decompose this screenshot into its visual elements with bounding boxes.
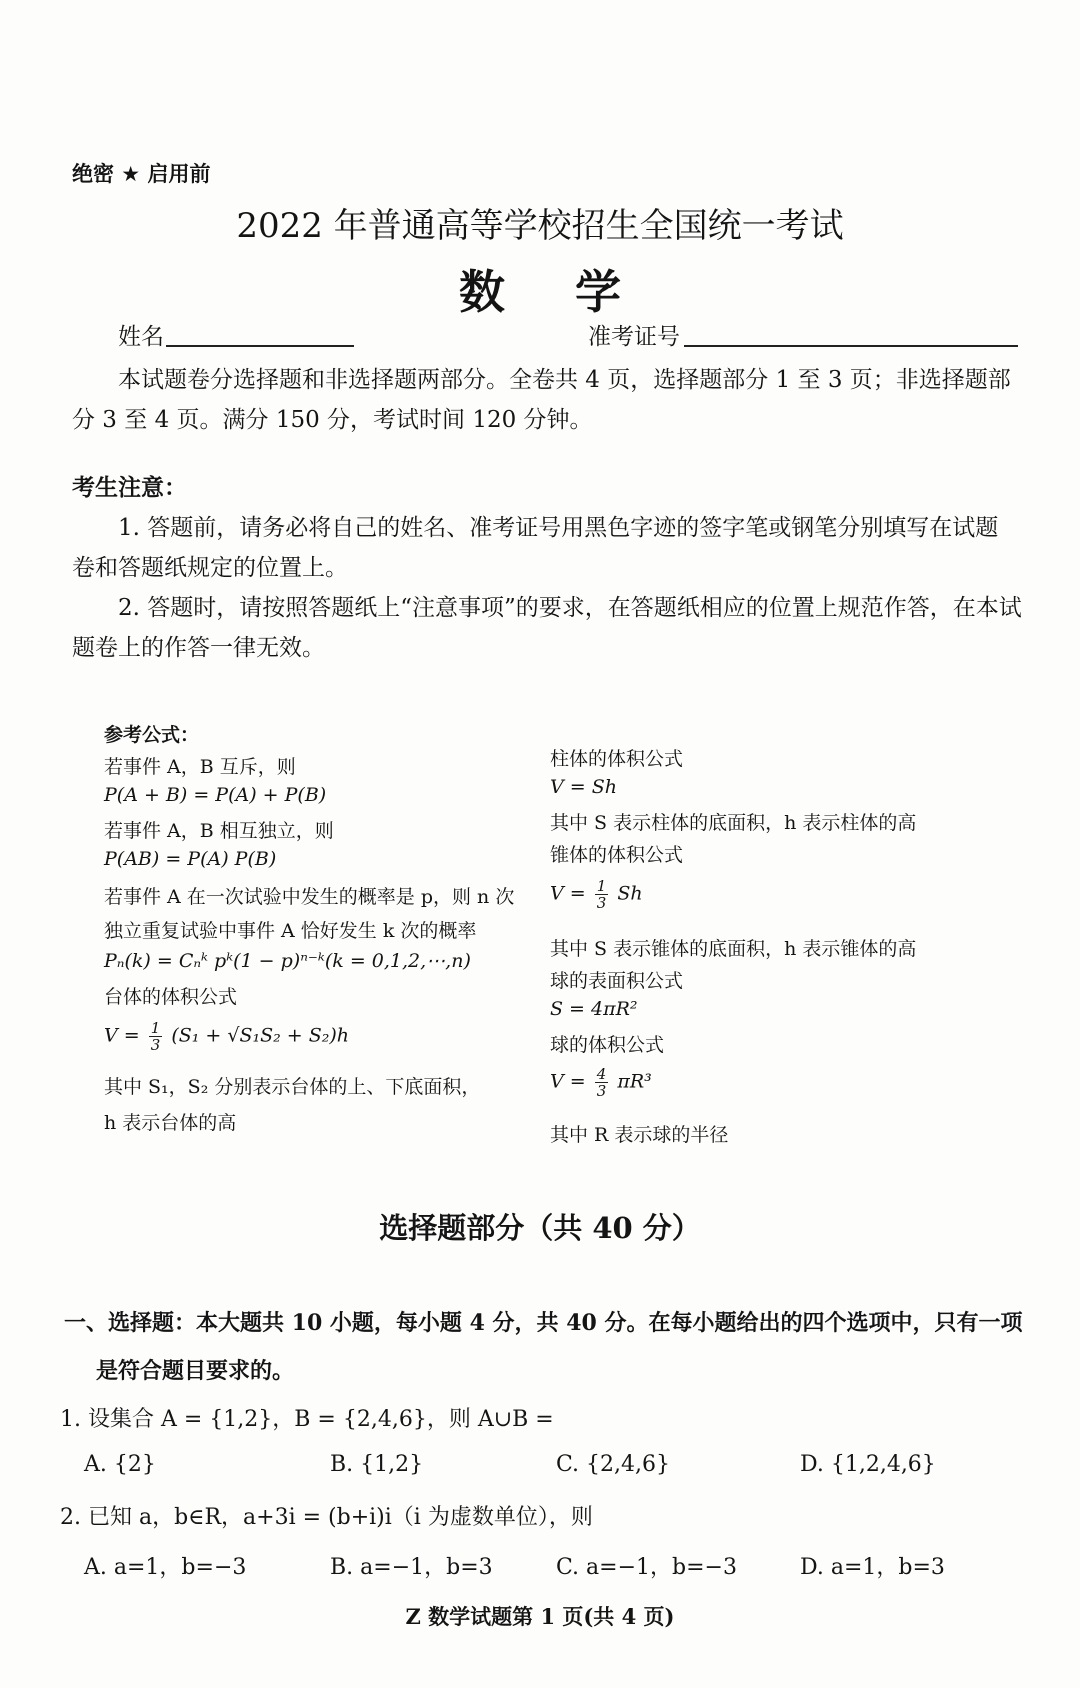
sphere-formula-prefix: V =: [550, 1070, 586, 1093]
cone-formula-rest: Sh: [617, 882, 643, 905]
formula-left-5: 若事件 A 在一次试验中发生的概率是 p，则 n 次: [104, 886, 515, 908]
question-2-stem: 2. 已知 a，b∈R，a+3i = (b+i)i（i 为虚数单位），则: [60, 1505, 593, 1530]
formula-left-10: 其中 S₁，S₂ 分别表示台体的上、下底面积，: [104, 1076, 481, 1098]
fraction-numerator: 1: [150, 1019, 161, 1037]
question-1-option-d[interactable]: D. {1,2,4,6}: [800, 1452, 936, 1477]
formula-left-6: 独立重复试验中事件 A 恰好发生 k 次的概率: [104, 920, 477, 942]
exam-id-input-line[interactable]: [684, 345, 1018, 347]
frustum-formula-prefix: V =: [104, 1024, 140, 1047]
notice-item-2-line-1: 2. 答题时，请按照答题纸上“注意事项”的要求，在答题纸相应的位置上规范作答，在本试: [118, 595, 1022, 621]
formula-right-1: 柱体的体积公式: [550, 748, 684, 770]
formulas-title: 参考公式：: [104, 724, 200, 746]
question-1-option-b[interactable]: B. {1,2}: [330, 1452, 424, 1477]
exam-title: 2022 年普通高等学校招生全国统一考试: [236, 206, 844, 246]
intro-line-1: 本试题卷分选择题和非选择题两部分。全卷共 4 页，选择题部分 1 至 3 页；非选择题部: [118, 367, 1011, 393]
formula-left-3: 若事件 A，B 相互独立，则: [104, 820, 334, 842]
section-intro-line-1: 一、选择题：本大题共 10 小题，每小题 4 分，共 40 分。在每小题给出的四个选项中，只有一项: [64, 1310, 1023, 1336]
formula-right-2: V = Sh: [550, 776, 617, 798]
question-2-option-d[interactable]: D. a=1，b=3: [800, 1555, 945, 1580]
frustum-formula-rest: (S₁ + √S₁S₂ + S₂)h: [171, 1024, 350, 1047]
formula-right-9: 球的体积公式: [550, 1034, 665, 1056]
sphere-volume-formula: [550, 1066, 652, 1099]
question-2-option-b[interactable]: B. a=−1，b=3: [330, 1555, 493, 1580]
formula-left-2: P(A + B) = P(A) + P(B): [104, 784, 327, 806]
formula-right-4: 锥体的体积公式: [550, 844, 684, 866]
formula-left-1: 若事件 A，B 互斥，则: [104, 756, 296, 778]
fraction-denominator: 3: [596, 894, 607, 912]
fraction-numerator: 1: [596, 877, 607, 895]
page-footer: Z 数学试题第 1 页(共 4 页): [405, 1604, 675, 1629]
exam-id-label: 准考证号: [588, 324, 680, 350]
formula-left-4: P(AB) = P(A) P(B): [104, 848, 277, 870]
formula-left-11: h 表示台体的高: [104, 1112, 237, 1134]
formula-right-8: S = 4πR²: [550, 998, 638, 1020]
confidential-label: 绝密 ★ 启用前: [72, 162, 211, 186]
fraction-four-thirds: [595, 1066, 609, 1099]
formula-right-11: 其中 R 表示球的半径: [550, 1124, 729, 1146]
name-label: 姓名: [118, 324, 164, 350]
fraction-numerator: 4: [596, 1065, 607, 1083]
question-1-option-a[interactable]: A. {2}: [84, 1452, 156, 1477]
sphere-formula-rest: πR³: [617, 1070, 652, 1093]
intro-line-2: 分 3 至 4 页。满分 150 分，考试时间 120 分钟。: [72, 407, 593, 433]
section-intro-line-2: 是符合题目要求的。: [96, 1358, 295, 1384]
formula-right-7: 球的表面积公式: [550, 970, 684, 992]
formula-right-6: 其中 S 表示锥体的底面积，h 表示锥体的高: [550, 938, 917, 960]
section-title: 选择题部分（共 40 分）: [379, 1211, 701, 1245]
fraction-denominator: 3: [150, 1036, 161, 1054]
formula-right-3: 其中 S 表示柱体的底面积，h 表示柱体的高: [550, 812, 917, 834]
question-1-option-c[interactable]: C. {2,4,6}: [556, 1452, 671, 1477]
cone-volume-formula: [550, 878, 643, 911]
fraction-one-third: [595, 878, 609, 911]
notice-item-1-line-1: 1. 答题前，请务必将自己的姓名、准考证号用黑色字迹的签字笔或钢笔分别填写在试题: [118, 515, 999, 541]
question-1-stem: 1. 设集合 A = {1,2}，B = {2,4,6}，则 A∪B =: [60, 1407, 554, 1432]
question-2-option-a[interactable]: A. a=1，b=−3: [84, 1555, 247, 1580]
name-input-line[interactable]: [166, 345, 354, 347]
fraction-denominator: 3: [596, 1082, 607, 1100]
notice-title: 考生注意：: [72, 475, 187, 501]
notice-item-1-line-2: 卷和答题纸规定的位置上。: [72, 555, 348, 581]
subject-title: 数学: [459, 265, 691, 319]
formula-left-7: Pₙ(k) = Cₙᵏ pᵏ(1 − p)ⁿ⁻ᵏ(k = 0,1,2,⋯,n): [104, 950, 471, 972]
cone-formula-prefix: V =: [550, 882, 586, 905]
fraction-one-third: [149, 1020, 163, 1053]
notice-item-2-line-2: 题卷上的作答一律无效。: [72, 635, 325, 661]
formula-left-8: 台体的体积公式: [104, 986, 238, 1008]
frustum-volume-formula: [104, 1020, 349, 1053]
question-2-option-c[interactable]: C. a=−1，b=−3: [556, 1555, 737, 1580]
